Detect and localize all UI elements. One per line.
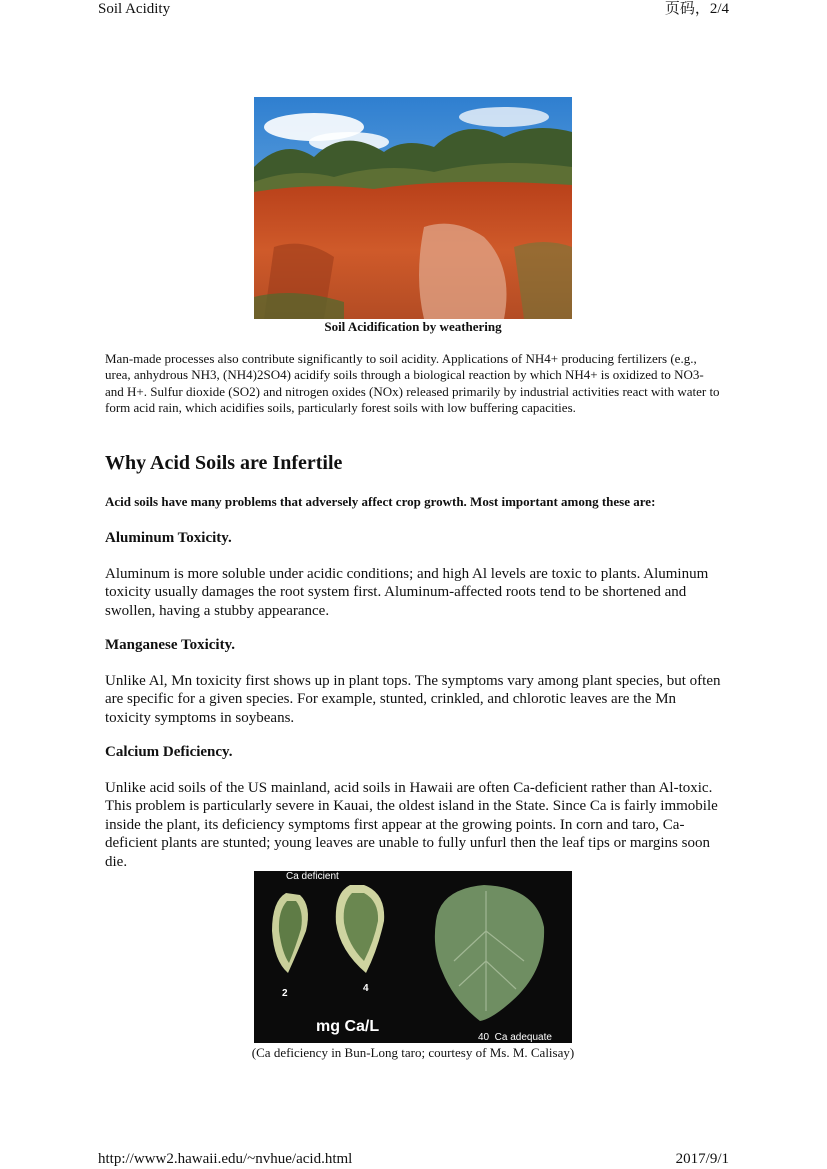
manmade-acidity-paragraph: Man-made processes also contribute significantly to soil acidity. Applications of NH4+ producing fertilizers (e.g., urea, anhydrous NH3, (NH4)2SO4) acidify soils through a biological reaction by which NH4+ is oxidized to NO3- and H+. Sulfur dioxide (SO2) and nitrogen oxides (NOx) released primarily by industrial activities react with water to form acid rain, which acidifies soils, particularly forest soils with low buffering capacities. bbox=[105, 351, 720, 416]
page-header-title: Soil Acidity bbox=[98, 1, 171, 17]
calcium-paragraph: Unlike acid soils of the US mainland, acid soils in Hawaii are often Ca-deficient rather than Al-toxic. This problem is particularly severe in Kauai, the oldest island in the State. Since Ca is fairly immobile inside the plant, its deficiency symptoms first appear at the growing points. In corn and taro, Ca-deficient plants are stunted; young leaves are unable to fully unfurl then the leaf tips or margins soon die. bbox=[105, 780, 718, 870]
aluminum-paragraph: Aluminum is more soluble under acidic conditions; and high Al levels are toxic to plants. Aluminum toxicity usually damages the root system first. Aluminum-affected roots tend to be shortened and swollen, having a stubby appearance. bbox=[105, 566, 709, 619]
label-ca-deficient: Ca deficient bbox=[286, 871, 339, 882]
footer-date: 2017/9/1 bbox=[675, 1151, 729, 1167]
figure1-caption: Soil Acidification by weathering bbox=[324, 319, 502, 334]
manganese-paragraph: Unlike Al, Mn toxicity first shows up in plant tops. The symptoms vary among plant species, but often are specific for a given species. For example, stunted, crinkled, and chlorotic leaves are the Mn toxicity symptoms in soybeans. bbox=[105, 673, 721, 726]
label-4-mg: 4 bbox=[363, 983, 369, 994]
manganese-heading: Manganese Toxicity. bbox=[105, 637, 236, 653]
section-intro: Acid soils have many problems that adversely affect crop growth. Most important among these are: bbox=[105, 494, 656, 509]
aluminum-heading: Aluminum Toxicity. bbox=[105, 530, 232, 546]
taro-leaves-photo bbox=[254, 871, 572, 1043]
footer-url: http://www2.hawaii.edu/~nvhue/acid.html bbox=[98, 1151, 353, 1167]
figure2-caption: (Ca deficiency in Bun-Long taro; courtesy of Ms. M. Calisay) bbox=[251, 1045, 575, 1060]
label-mg-ca-per-l: mg Ca/L bbox=[316, 1018, 380, 1035]
page-header-page-number: 页码，2/4 bbox=[664, 1, 729, 17]
section-heading: Why Acid Soils are Infertile bbox=[105, 452, 343, 474]
calcium-heading: Calcium Deficiency. bbox=[105, 744, 233, 760]
label-ca-adequate: 40 Ca adequate bbox=[478, 1032, 552, 1043]
soil-weathering-photo bbox=[254, 97, 572, 319]
label-2-mg: 2 bbox=[282, 988, 288, 999]
